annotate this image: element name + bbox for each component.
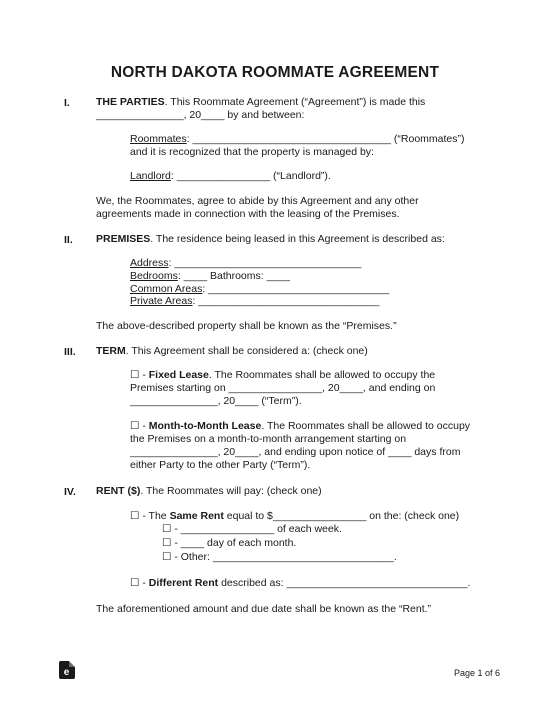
svg-text:e: e xyxy=(63,667,70,679)
different-rent-checkbox[interactable]: ☐ - xyxy=(130,577,149,589)
private-areas-label: Private Areas xyxy=(130,295,193,307)
section-3-number: III. xyxy=(64,346,76,358)
roommates-blank: : __________________________________ (“Roommates”) xyxy=(186,133,465,145)
page-number: Page 1 of 6 xyxy=(453,668,500,678)
same-rent-text: equal to $________________ on the: (check one) xyxy=(223,510,460,522)
section-1-line-1 xyxy=(96,96,425,109)
section-4-number: IV. xyxy=(64,486,76,498)
address-label: Address xyxy=(130,257,169,269)
roommates-line xyxy=(130,133,465,146)
section-1-number: I. xyxy=(64,97,70,109)
section-1-line-2: _______________, 20____ by and between: xyxy=(96,109,305,121)
rent-option-monthly[interactable]: ☐ - ____ day of each month. xyxy=(162,537,297,549)
bedrooms-label: Bedrooms xyxy=(130,270,178,282)
landlord-label: Landlord xyxy=(130,170,171,182)
same-rent-checkbox[interactable]: ☐ - The xyxy=(130,510,170,522)
month-to-month-line-3: _______________, 20____, and ending upon notice of ____ days from xyxy=(130,446,461,458)
different-rent-text: described as: _______________________________. xyxy=(218,577,471,589)
section-4-intro: . The Roommates will pay: (check one) xyxy=(140,485,322,497)
common-areas-label: Common Areas xyxy=(130,283,203,295)
month-to-month-line-2: the Premises on a month-to-month arrangement starting on xyxy=(130,433,407,445)
month-to-month-text: . The Roommates shall be allowed to occupy xyxy=(261,420,471,432)
different-rent-label: Different Rent xyxy=(148,577,219,589)
same-rent-label: Same Rent xyxy=(169,510,224,522)
section-4-heading: RENT ($) xyxy=(96,485,141,497)
private-areas-line xyxy=(130,295,379,308)
section-2-intro: . The residence being leased in this Agreement is described as: xyxy=(150,233,445,245)
common-areas-blank: : _______________________________ xyxy=(202,283,390,295)
section-2-line-1 xyxy=(96,233,445,246)
section-1-intro: . This Roommate Agreement (“Agreement”) is made this xyxy=(164,96,426,108)
bedrooms-line xyxy=(130,270,290,283)
section-2-number: II. xyxy=(64,234,73,246)
bedrooms-blank: : ____ Bathrooms: ____ xyxy=(177,270,290,282)
managed-by-line: and it is recognized that the property is managed by: xyxy=(130,146,374,158)
same-rent-line xyxy=(130,510,459,523)
month-to-month-line-1 xyxy=(130,420,470,433)
landlord-line xyxy=(130,170,331,183)
section-3-intro: . This Agreement shall be considered a: (check one) xyxy=(125,345,368,357)
parties-paragraph-line-1: We, the Roommates, agree to abide by this Agreement and any other xyxy=(96,195,419,207)
rent-option-other[interactable]: ☐ - Other: _______________________________. xyxy=(162,551,397,563)
parties-paragraph-line-2: agreements made in connection with the leasing of the Premises. xyxy=(96,208,400,220)
eforms-logo-icon xyxy=(59,661,75,679)
section-3-line-1 xyxy=(96,345,368,358)
fixed-lease-text: . The Roommates shall be allowed to occupy the xyxy=(208,369,436,381)
fixed-lease-line-2: Premises starting on ________________, 20____, and ending on xyxy=(130,382,436,394)
section-4-line-1 xyxy=(96,485,322,498)
landlord-blank: : ________________ (“Landlord”). xyxy=(170,170,331,182)
address-blank: : ________________________________ xyxy=(168,257,362,269)
rent-option-weekly[interactable]: ☐ - ________________ of each week. xyxy=(162,523,342,535)
fixed-lease-checkbox[interactable]: ☐ - xyxy=(130,369,149,381)
month-to-month-line-4: either Party to the other Party (“Term”). xyxy=(130,459,311,471)
section-1-heading: THE PARTIES xyxy=(96,96,165,108)
rent-known-line: The aforementioned amount and due date shall be known as the “Rent.” xyxy=(96,603,432,615)
address-line xyxy=(130,257,361,270)
fixed-lease-line-3: _______________, 20____ (“Term”). xyxy=(130,395,302,407)
private-areas-blank: : _______________________________ xyxy=(192,295,380,307)
section-3-heading: TERM xyxy=(96,345,126,357)
premises-known-line: The above-described property shall be known as the “Premises.” xyxy=(96,320,397,332)
different-rent-line xyxy=(130,577,470,590)
roommates-label: Roommates xyxy=(130,133,187,145)
fixed-lease-line-1 xyxy=(130,369,435,382)
section-2-heading: PREMISES xyxy=(96,233,151,245)
month-to-month-label: Month-to-Month Lease xyxy=(148,420,262,432)
month-to-month-checkbox[interactable]: ☐ - xyxy=(130,420,149,432)
document-title: NORTH DAKOTA ROOMMATE AGREEMENT xyxy=(110,64,440,81)
fixed-lease-label: Fixed Lease xyxy=(148,369,209,381)
